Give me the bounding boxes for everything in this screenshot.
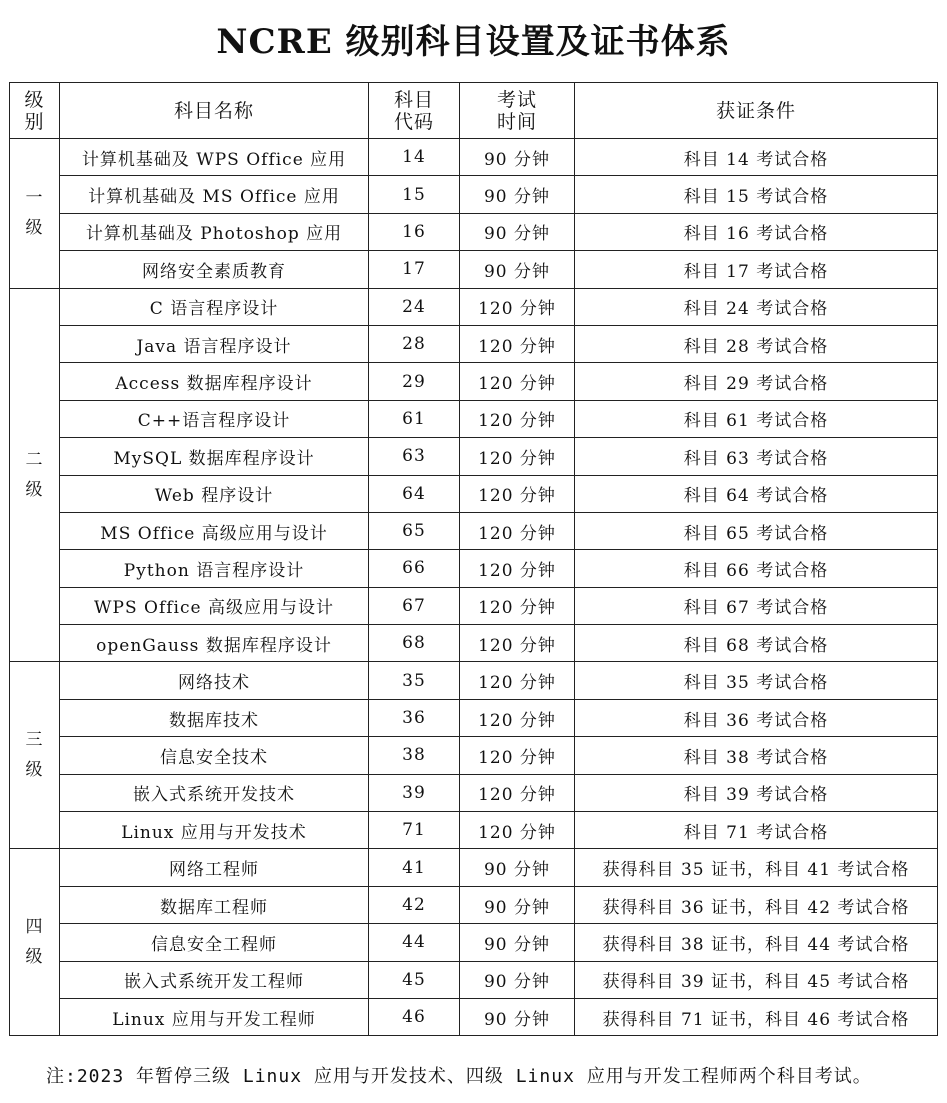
certificate-condition-cell: 获得科目 36 证书，科目 42 考试合格 [575, 886, 938, 923]
subject-code-cell: 29 [369, 363, 460, 400]
exam-time-cell: 120 分钟 [460, 363, 575, 400]
certificate-condition-cell: 科目 28 考试合格 [575, 325, 938, 362]
exam-time-cell: 90 分钟 [460, 998, 575, 1035]
subject-code-cell: 36 [369, 699, 460, 736]
table-row [10, 774, 938, 811]
subject-code-cell: 35 [369, 662, 460, 699]
table-row [10, 699, 938, 736]
level-cell: 二 级 [10, 288, 60, 662]
header-exam-time: 考试 时间 [460, 83, 575, 139]
subject-code-cell: 63 [369, 438, 460, 475]
table-row [10, 924, 938, 961]
certificate-condition-cell: 获得科目 38 证书，科目 44 考试合格 [575, 924, 938, 961]
certificate-condition-cell: 科目 64 考试合格 [575, 475, 938, 512]
table-row [10, 139, 938, 176]
certificate-condition-cell: 科目 16 考试合格 [575, 213, 938, 250]
subject-name-cell: 网络技术 [60, 662, 369, 699]
level-cell: 一 级 [10, 139, 60, 289]
subject-code-cell: 44 [369, 924, 460, 961]
subject-code-cell: 42 [369, 886, 460, 923]
certificate-condition-cell: 科目 61 考试合格 [575, 400, 938, 437]
table-row [10, 438, 938, 475]
subject-name-cell: 数据库技术 [60, 699, 369, 736]
table-row [10, 400, 938, 437]
certificate-condition-cell: 科目 17 考试合格 [575, 251, 938, 288]
subject-code-cell: 14 [369, 139, 460, 176]
subject-code-cell: 24 [369, 288, 460, 325]
table-row [10, 251, 938, 288]
exam-time-cell: 90 分钟 [460, 176, 575, 213]
subject-code-cell: 28 [369, 325, 460, 362]
table-row [10, 475, 938, 512]
certificate-condition-cell: 科目 63 考试合格 [575, 438, 938, 475]
certificate-condition-cell: 科目 14 考试合格 [575, 139, 938, 176]
subject-code-cell: 17 [369, 251, 460, 288]
subject-name-cell: Web 程序设计 [60, 475, 369, 512]
certificate-condition-cell: 获得科目 71 证书，科目 46 考试合格 [575, 998, 938, 1035]
subject-code-cell: 39 [369, 774, 460, 811]
subject-name-cell: 计算机基础及 WPS Office 应用 [60, 139, 369, 176]
subject-code-cell: 38 [369, 737, 460, 774]
exam-time-cell: 120 分钟 [460, 512, 575, 549]
header-level: 级 别 [10, 83, 60, 139]
subject-code-cell: 67 [369, 587, 460, 624]
subject-name-cell: Java 语言程序设计 [60, 325, 369, 362]
certificate-condition-cell: 获得科目 39 证书，科目 45 考试合格 [575, 961, 938, 998]
table-row [10, 512, 938, 549]
subject-code-cell: 66 [369, 550, 460, 587]
certificate-condition-cell: 科目 39 考试合格 [575, 774, 938, 811]
table-header-row [10, 83, 938, 139]
exam-time-cell: 120 分钟 [460, 625, 575, 662]
subject-name-cell: 计算机基础及 Photoshop 应用 [60, 213, 369, 250]
table-row [10, 550, 938, 587]
subject-name-cell: MySQL 数据库程序设计 [60, 438, 369, 475]
subject-code-cell: 16 [369, 213, 460, 250]
certificate-condition-cell: 获得科目 35 证书，科目 41 考试合格 [575, 849, 938, 886]
subject-code-cell: 64 [369, 475, 460, 512]
subject-code-cell: 45 [369, 961, 460, 998]
exam-time-cell: 120 分钟 [460, 774, 575, 811]
certificate-condition-cell: 科目 67 考试合格 [575, 587, 938, 624]
exam-time-cell: 120 分钟 [460, 699, 575, 736]
subject-name-cell: Access 数据库程序设计 [60, 363, 369, 400]
subject-name-cell: 计算机基础及 MS Office 应用 [60, 176, 369, 213]
header-subject-name: 科目名称 [60, 83, 369, 139]
header-certificate-condition: 获证条件 [575, 83, 938, 139]
subject-name-cell: WPS Office 高级应用与设计 [60, 587, 369, 624]
footnote: 注:2023 年暂停三级 Linux 应用与开发技术、四级 Linux 应用与开发工程师两个科目考试。 [46, 1066, 872, 1087]
table-row [10, 737, 938, 774]
exam-time-cell: 90 分钟 [460, 849, 575, 886]
exam-time-cell: 90 分钟 [460, 886, 575, 923]
header-subject-code: 科目 代码 [369, 83, 460, 139]
subject-name-cell: 嵌入式系统开发技术 [60, 774, 369, 811]
table-row [10, 587, 938, 624]
exam-time-cell: 120 分钟 [460, 475, 575, 512]
exam-time-cell: 90 分钟 [460, 961, 575, 998]
exam-time-cell: 90 分钟 [460, 251, 575, 288]
subject-name-cell: 嵌入式系统开发工程师 [60, 961, 369, 998]
exam-time-cell: 120 分钟 [460, 438, 575, 475]
certificate-condition-cell: 科目 38 考试合格 [575, 737, 938, 774]
certificate-condition-cell: 科目 24 考试合格 [575, 288, 938, 325]
table-row [10, 812, 938, 849]
subject-name-cell: 网络安全素质教育 [60, 251, 369, 288]
subject-name-cell: 信息安全工程师 [60, 924, 369, 961]
certificate-condition-cell: 科目 68 考试合格 [575, 625, 938, 662]
subject-name-cell: Python 语言程序设计 [60, 550, 369, 587]
exam-time-cell: 90 分钟 [460, 139, 575, 176]
subject-name-cell: 信息安全技术 [60, 737, 369, 774]
table-body [10, 139, 938, 1036]
subject-name-cell: MS Office 高级应用与设计 [60, 512, 369, 549]
subject-table [9, 82, 938, 1036]
subject-code-cell: 68 [369, 625, 460, 662]
exam-time-cell: 120 分钟 [460, 550, 575, 587]
certificate-condition-cell: 科目 36 考试合格 [575, 699, 938, 736]
subject-code-cell: 71 [369, 812, 460, 849]
subject-name-cell: openGauss 数据库程序设计 [60, 625, 369, 662]
table-row [10, 325, 938, 362]
table-row [10, 886, 938, 923]
exam-time-cell: 120 分钟 [460, 662, 575, 699]
table-row [10, 288, 938, 325]
subject-name-cell: Linux 应用与开发工程师 [60, 998, 369, 1035]
exam-time-cell: 90 分钟 [460, 924, 575, 961]
subject-name-cell: C 语言程序设计 [60, 288, 369, 325]
table-row [10, 213, 938, 250]
table-row [10, 849, 938, 886]
certificate-condition-cell: 科目 66 考试合格 [575, 550, 938, 587]
subject-code-cell: 61 [369, 400, 460, 437]
table-row [10, 625, 938, 662]
subject-code-cell: 15 [369, 176, 460, 213]
table-row [10, 998, 938, 1035]
table-row [10, 961, 938, 998]
certificate-condition-cell: 科目 29 考试合格 [575, 363, 938, 400]
exam-time-cell: 120 分钟 [460, 400, 575, 437]
subject-code-cell: 65 [369, 512, 460, 549]
table-row [10, 662, 938, 699]
exam-time-cell: 120 分钟 [460, 325, 575, 362]
table-row [10, 176, 938, 213]
certificate-condition-cell: 科目 15 考试合格 [575, 176, 938, 213]
level-cell: 四 级 [10, 849, 60, 1036]
subject-name-cell: 数据库工程师 [60, 886, 369, 923]
level-cell: 三 级 [10, 662, 60, 849]
subject-name-cell: 网络工程师 [60, 849, 369, 886]
subject-code-cell: 41 [369, 849, 460, 886]
exam-time-cell: 120 分钟 [460, 587, 575, 624]
exam-time-cell: 120 分钟 [460, 288, 575, 325]
exam-time-cell: 120 分钟 [460, 812, 575, 849]
subject-name-cell: Linux 应用与开发技术 [60, 812, 369, 849]
exam-time-cell: 90 分钟 [460, 213, 575, 250]
page-title: NCRE 级别科目设置及证书体系 [216, 22, 731, 62]
exam-time-cell: 120 分钟 [460, 737, 575, 774]
certificate-condition-cell: 科目 35 考试合格 [575, 662, 938, 699]
table-row [10, 363, 938, 400]
certificate-condition-cell: 科目 65 考试合格 [575, 512, 938, 549]
subject-code-cell: 46 [369, 998, 460, 1035]
certificate-condition-cell: 科目 71 考试合格 [575, 812, 938, 849]
subject-name-cell: C++语言程序设计 [60, 400, 369, 437]
